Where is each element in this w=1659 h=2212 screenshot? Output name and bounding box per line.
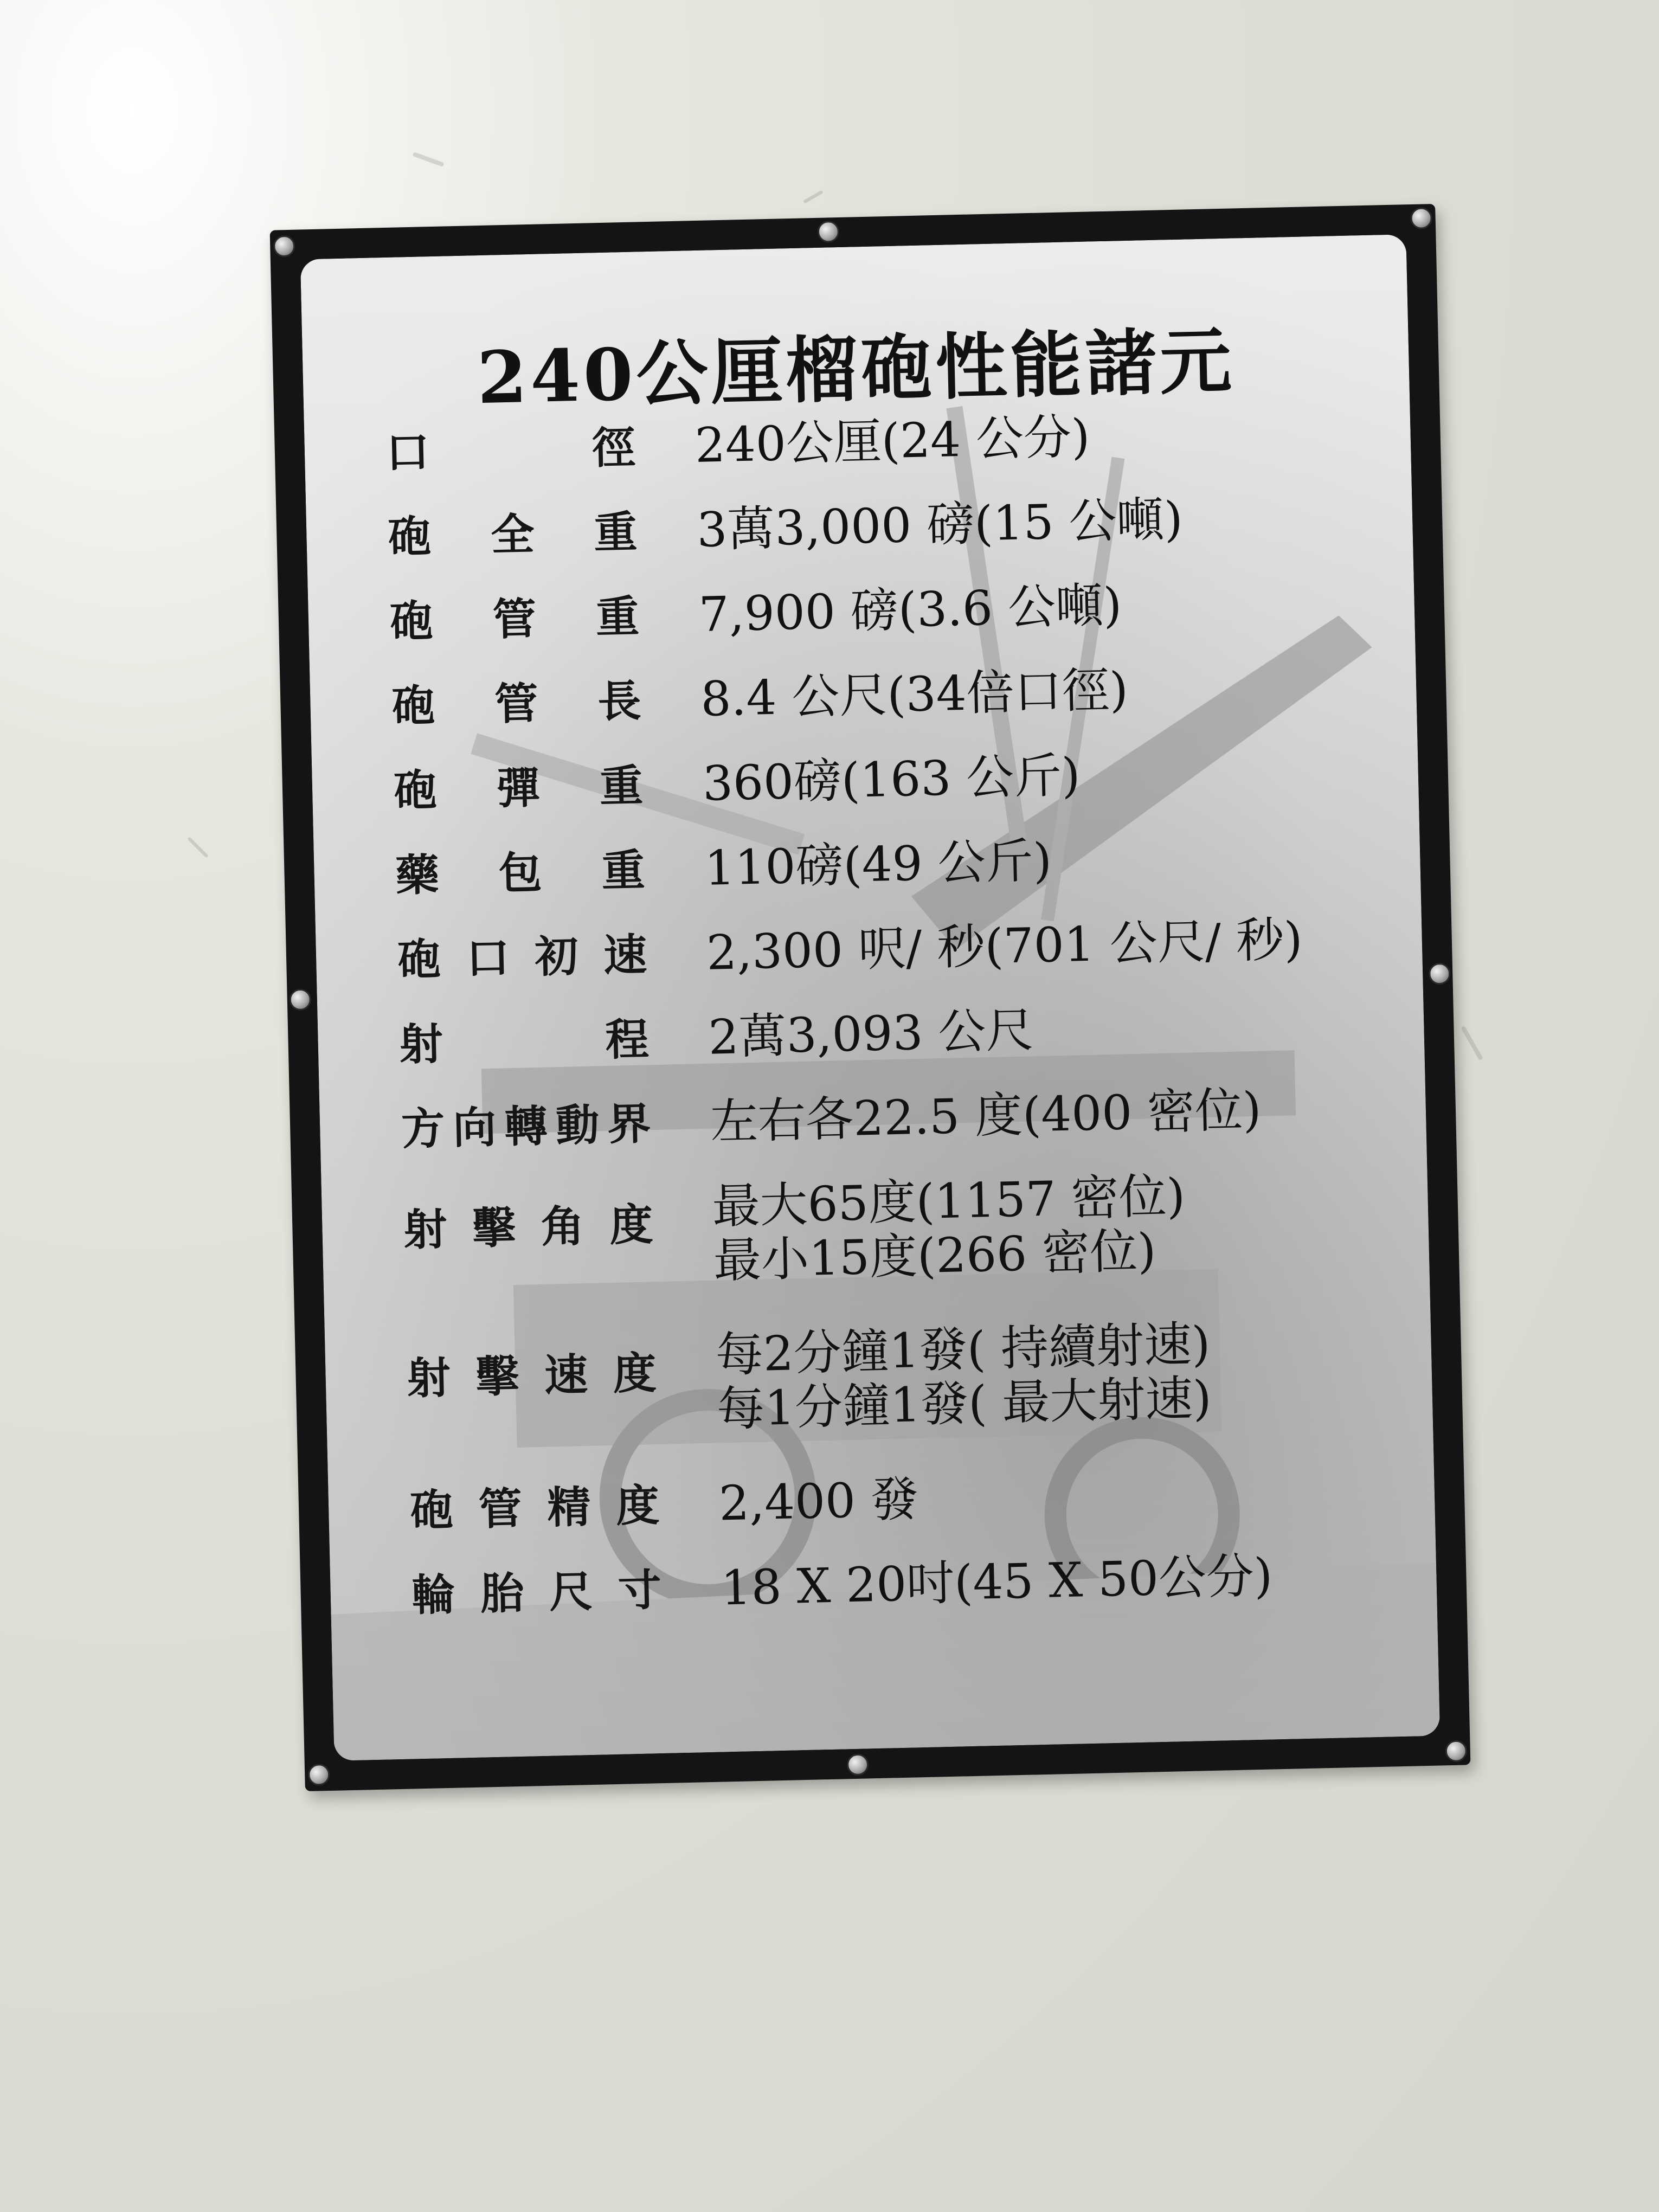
grommet — [308, 1764, 330, 1786]
spec-value — [718, 1472, 919, 1531]
spec-label: 砲管長 — [391, 675, 642, 732]
spec-value-line: 360磅(163 公斤) — [702, 747, 1081, 812]
spec-value — [715, 1317, 1212, 1437]
spec-label: 射擊速度 — [406, 1347, 657, 1404]
spec-value-line: 2萬3,093 公尺 — [708, 1002, 1034, 1065]
spec-row-total-weight — [387, 488, 1353, 564]
grommet — [289, 988, 311, 1011]
grommet — [1445, 1740, 1467, 1762]
spec-value — [706, 912, 1303, 980]
spec-value-line: 18 X 20吋(45 X 50公分) — [720, 1547, 1274, 1616]
spec-label: 砲全重 — [387, 506, 638, 563]
spec-row-muzzle-velocity — [397, 911, 1363, 987]
spec-value — [695, 410, 1091, 473]
spec-value-line: 2,300 呎/ 秒(701 公尺/ 秒) — [705, 911, 1303, 981]
spec-value-line: 最小15度(266 密位) — [712, 1223, 1157, 1289]
spec-value-line: 每2分鐘1發( 持續射速) — [715, 1315, 1211, 1383]
spec-value-line: 3萬3,000 磅(15 公噸) — [696, 491, 1184, 558]
spec-label: 口徑 — [385, 421, 636, 478]
spec-row-rate-of-fire — [406, 1313, 1373, 1443]
wall-crack — [412, 152, 444, 167]
spec-value — [700, 663, 1129, 726]
banner — [270, 204, 1471, 1791]
spec-value-line: 左右各22.5 度(400 密位) — [709, 1081, 1262, 1150]
grommet — [1429, 963, 1451, 985]
grommet — [847, 1753, 869, 1776]
grommet — [273, 235, 295, 258]
spec-list — [385, 404, 1378, 1653]
grommet — [1410, 207, 1432, 229]
spec-label: 砲管重 — [389, 590, 640, 647]
spec-row-range — [399, 995, 1365, 1071]
spec-row-barrel-life — [409, 1462, 1375, 1538]
spec-value — [721, 1548, 1274, 1615]
spec-label: 砲彈重 — [393, 760, 644, 816]
spec-value — [712, 1169, 1187, 1288]
spec-label: 方向轉動界 — [401, 1098, 652, 1155]
spec-value-line: 最大65度(1157 密位) — [711, 1167, 1186, 1234]
wall-crack — [803, 190, 824, 203]
spec-row-barrel-length — [391, 658, 1357, 734]
spec-row-elevation — [403, 1165, 1370, 1295]
spec-row-barrel-weight — [389, 573, 1355, 649]
spec-value — [710, 1083, 1262, 1149]
wall-crack — [1461, 1026, 1483, 1061]
spec-value — [702, 748, 1081, 811]
spec-label: 輪胎尺寸 — [411, 1564, 662, 1621]
spec-label: 射擊角度 — [403, 1199, 654, 1256]
spec-label: 藥包重 — [395, 844, 646, 901]
poster-title: 240公厘榴砲性能諸元 — [476, 319, 1236, 421]
spec-label: 砲管精度 — [409, 1480, 660, 1536]
spec-label: 砲口初速 — [397, 929, 648, 986]
spec-value — [698, 578, 1123, 642]
poster — [300, 234, 1440, 1761]
spec-value — [708, 1003, 1034, 1065]
spec-row-traverse — [401, 1080, 1367, 1156]
spec-value-line: 240公厘(24 公分) — [694, 408, 1091, 474]
spec-row-shell-weight — [393, 742, 1359, 818]
spec-row-charge-weight — [395, 826, 1361, 902]
spec-value-line: 2,400 發 — [718, 1471, 919, 1532]
spec-label: 射程 — [398, 1013, 650, 1070]
spec-value — [696, 492, 1184, 557]
spec-value — [704, 833, 1052, 896]
wall-crack — [187, 837, 209, 858]
spec-row-tire-size — [411, 1546, 1378, 1622]
spec-value-line: 110磅(49 公斤) — [704, 832, 1053, 896]
spec-value-line: 8.4 公尺(34倍口徑) — [700, 661, 1129, 727]
spec-value-line: 每1分鐘1發( 最大射速) — [716, 1369, 1212, 1437]
spec-value-line: 7,900 磅(3.6 公噸) — [698, 577, 1123, 642]
grommet — [817, 221, 839, 243]
